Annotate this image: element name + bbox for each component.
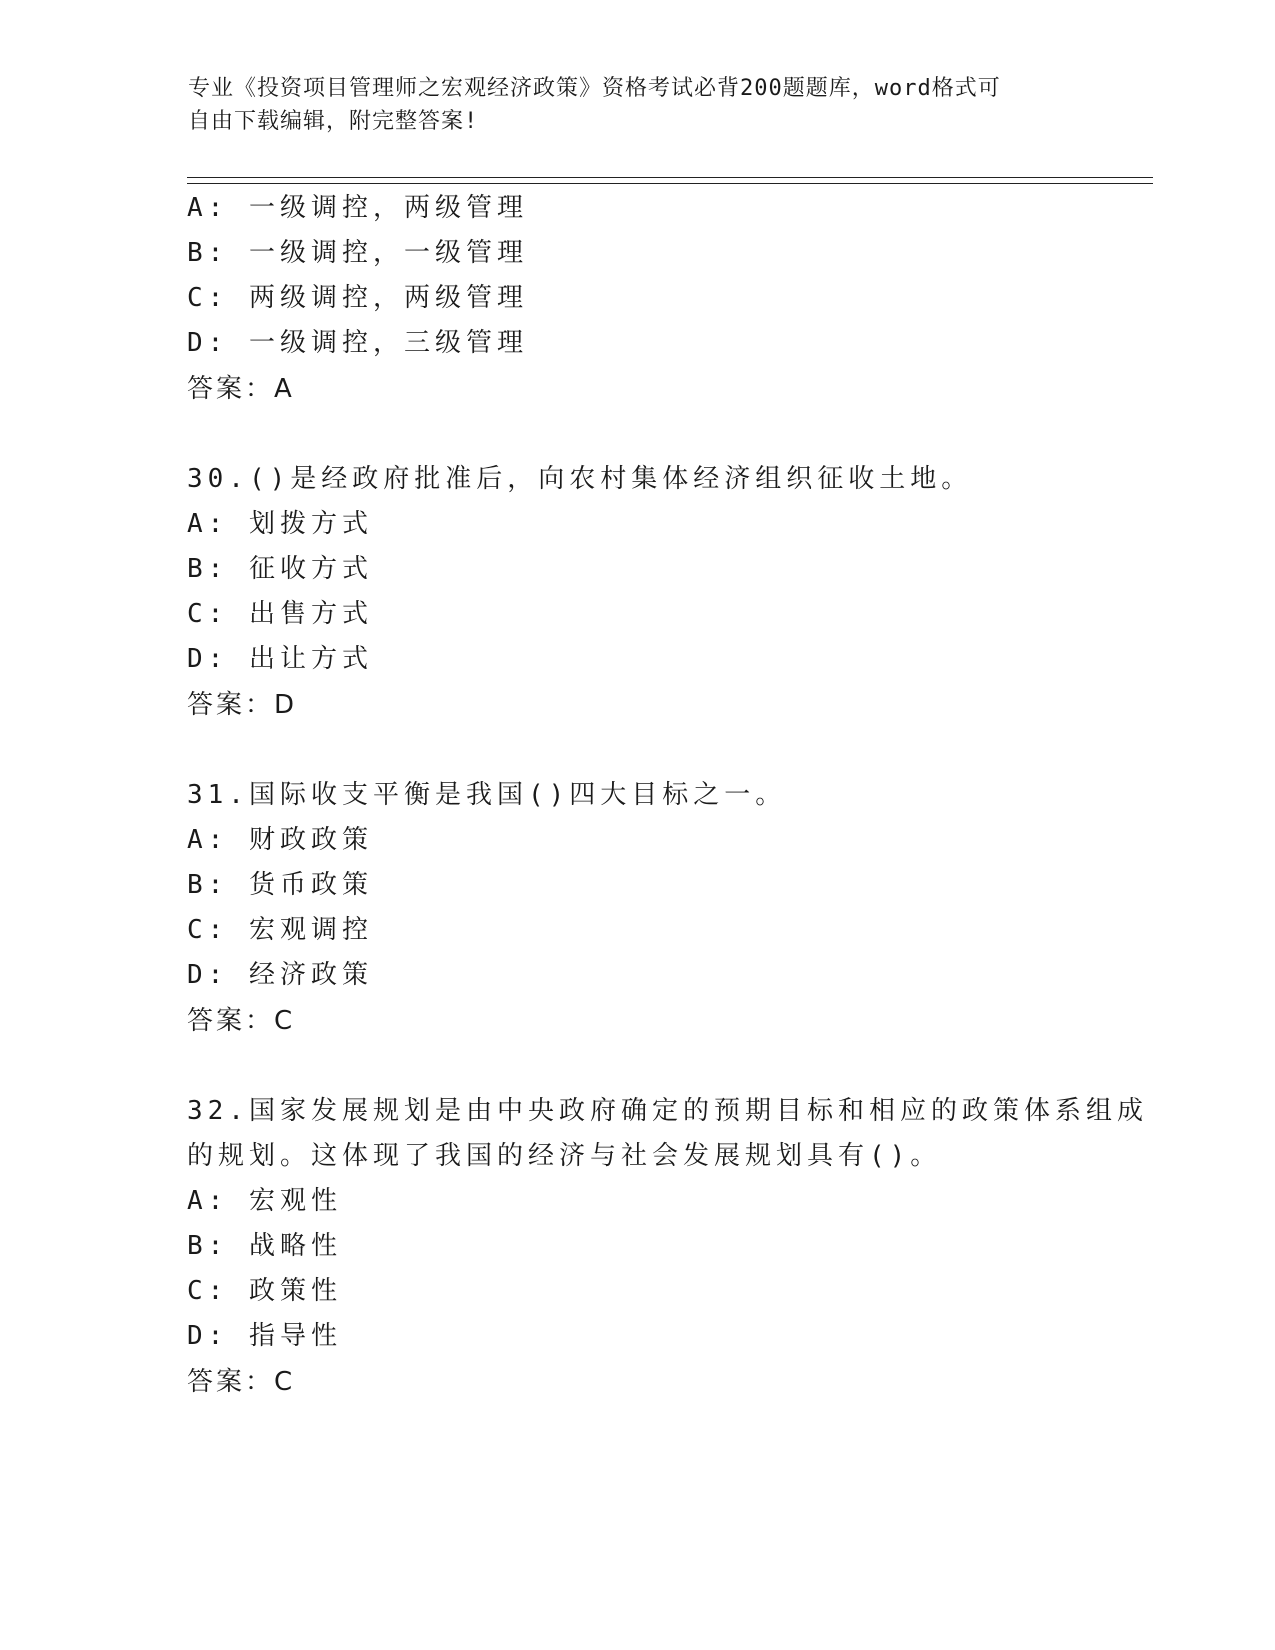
header-rule-top xyxy=(187,177,1153,178)
option-c: C: 出售方式 xyxy=(187,599,373,629)
header-line-1: 专业《投资项目管理师之宏观经济政策》资格考试必背200题题库，word格式可 xyxy=(188,76,1001,101)
option-b: B: 货币政策 xyxy=(187,870,373,900)
option-d: D: 指导性 xyxy=(187,1321,342,1351)
header-rule-bottom xyxy=(187,183,1153,184)
option-a: A: 宏观性 xyxy=(187,1186,342,1216)
option-d: D: 一级调控，三级管理 xyxy=(187,328,528,358)
question-stem: 31.国际收支平衡是我国()四大目标之一。 xyxy=(187,780,787,810)
document-header xyxy=(188,72,1068,138)
question-stem: 30.()是经政府批准后，向农村集体经济组织征收土地。 xyxy=(187,464,973,494)
answer: 答案：D xyxy=(187,690,298,720)
header-line-2: 自由下载编辑，附完整答案! xyxy=(188,109,479,134)
answer: 答案：C xyxy=(187,1006,296,1036)
answer: 答案：C xyxy=(187,1367,296,1397)
option-b: B: 一级调控，一级管理 xyxy=(187,238,528,268)
option-c: C: 两级调控，两级管理 xyxy=(187,283,528,313)
option-b: B: 战略性 xyxy=(187,1231,342,1261)
answer: 答案：A xyxy=(187,374,295,404)
option-c: C: 宏观调控 xyxy=(187,915,373,945)
option-a: A: 一级调控，两级管理 xyxy=(187,193,528,223)
question-stem-line-2: 的规划。这体现了我国的经济与社会发展规划具有()。 xyxy=(187,1141,942,1171)
option-a: A: 划拨方式 xyxy=(187,509,373,539)
question-stem-line-1: 32.国家发展规划是由中央政府确定的预期目标和相应的政策体系组成 xyxy=(187,1096,1148,1126)
option-c: C: 政策性 xyxy=(187,1276,342,1306)
option-a: A: 财政政策 xyxy=(187,825,373,855)
option-d: D: 经济政策 xyxy=(187,960,373,990)
option-b: B: 征收方式 xyxy=(187,554,373,584)
option-d: D: 出让方式 xyxy=(187,644,373,674)
